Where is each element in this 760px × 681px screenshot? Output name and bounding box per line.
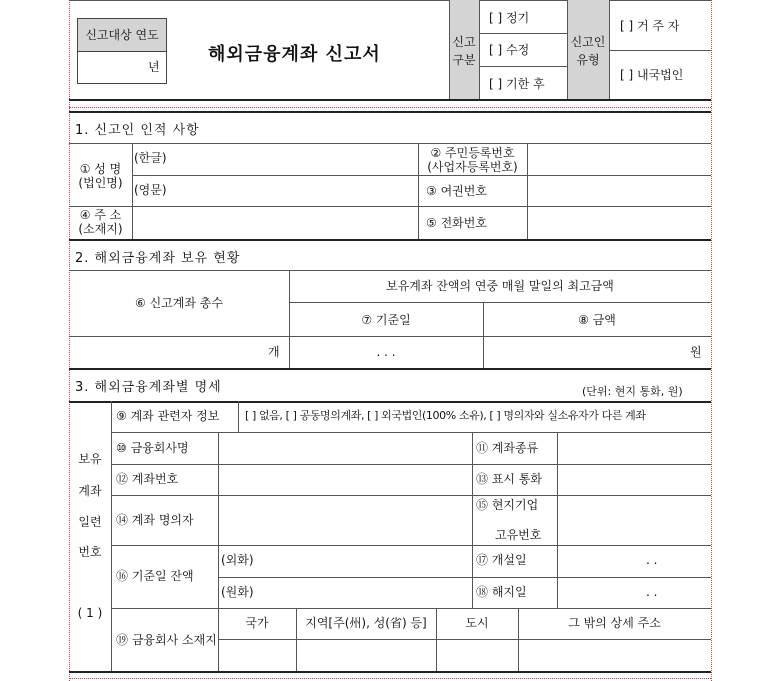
phone-input[interactable] bbox=[528, 208, 710, 238]
id-number-input[interactable] bbox=[528, 145, 710, 174]
local-company-label: ⑮ 현지기업 bbox=[476, 498, 539, 512]
city-label: 도시 bbox=[465, 616, 489, 630]
year-unit: 년 bbox=[148, 60, 160, 74]
account-type-label: ⑪ 계좌종류 bbox=[476, 441, 539, 455]
region-label: 지역[주(州), 성(省) 등] bbox=[305, 616, 427, 630]
holder-info-options[interactable]: [ ] 없음, [ ] 공동명의계좌, [ ] 외국법인(100% 소유), [ ] 명의자와 실소유자가 다른 계좌 bbox=[245, 409, 646, 422]
serial-label-4: 번호 bbox=[78, 545, 102, 559]
account-type-input[interactable] bbox=[558, 434, 710, 463]
base-date-input[interactable]: . . . bbox=[376, 345, 396, 359]
foreign-balance-input[interactable] bbox=[260, 547, 470, 576]
count-unit: 개 bbox=[268, 345, 280, 359]
page-margin-bottom bbox=[69, 678, 711, 679]
address-input[interactable] bbox=[133, 208, 417, 238]
open-date-label: ⑰ 개설일 bbox=[476, 553, 527, 567]
detail-address-label: 그 밖의 상세 주소 bbox=[568, 616, 661, 630]
account-holder-label: ⑭ 계좌 명의자 bbox=[116, 513, 194, 527]
section2-title: 2. 해외금융계좌 보유 현황 bbox=[75, 251, 241, 266]
id-number-label: ② 주민등록번호 bbox=[430, 146, 515, 160]
year-box bbox=[77, 18, 167, 84]
passport-label: ③ 여권번호 bbox=[426, 184, 487, 198]
total-accounts-label: ⑥ 신고계좌 총수 bbox=[135, 296, 223, 310]
phone-label: ⑤ 전화번호 bbox=[426, 216, 487, 230]
serial-label-3: 일련 bbox=[78, 515, 102, 529]
section3-title: 3. 해외금융계좌별 명세 bbox=[75, 380, 222, 395]
section1-title: 1. 신고인 인적 사항 bbox=[75, 123, 200, 138]
report-type-late-checkbox[interactable]: [ ] 기한 후 bbox=[489, 77, 545, 91]
passport-input[interactable] bbox=[528, 177, 710, 205]
id-number-sublabel: (사업자등록번호) bbox=[427, 160, 518, 174]
base-date-label: ⑦ 기준일 bbox=[361, 313, 411, 327]
name-english-label: (영문) bbox=[134, 183, 167, 197]
year-label: 신고대상 연도 bbox=[85, 28, 159, 42]
serial-number: ( 1 ) bbox=[77, 606, 103, 620]
foreign-currency-label: (외화) bbox=[221, 553, 254, 567]
page-margin-top bbox=[69, 107, 711, 108]
report-type-label-2: 구분 bbox=[452, 53, 476, 67]
close-date-label: ⑱ 해지일 bbox=[476, 585, 527, 599]
account-number-input[interactable] bbox=[219, 466, 471, 494]
city-input[interactable] bbox=[437, 641, 517, 670]
open-date-input[interactable]: . . bbox=[646, 553, 658, 567]
name-label: ① 성 명 bbox=[79, 162, 122, 176]
won-balance-input[interactable] bbox=[260, 579, 470, 607]
region-input[interactable] bbox=[297, 641, 435, 670]
institution-label: ⑩ 금융회사명 bbox=[116, 441, 189, 455]
amount-unit: 원 bbox=[690, 345, 702, 359]
reporter-type-corporation-checkbox[interactable]: [ ] 내국법인 bbox=[620, 68, 684, 82]
detail-address-input[interactable] bbox=[519, 641, 710, 670]
country-label: 국가 bbox=[245, 616, 269, 630]
unit-note: (단위: 현지 통화, 원) bbox=[582, 385, 683, 398]
max-balance-label: 보유계좌 잔액의 연중 매월 말일의 최고금액 bbox=[386, 279, 614, 293]
address-sublabel: (소재지) bbox=[78, 222, 123, 236]
base-balance-label: ⑯ 기준일 잔액 bbox=[116, 569, 194, 583]
name-english-input[interactable] bbox=[176, 177, 416, 205]
report-type-header bbox=[449, 0, 479, 99]
name-sublabel: (법인명) bbox=[78, 176, 123, 190]
amount-input[interactable] bbox=[484, 338, 684, 367]
reporter-type-label-2: 유형 bbox=[576, 53, 600, 67]
account-holder-input[interactable] bbox=[219, 497, 471, 544]
amount-label: ⑧ 금액 bbox=[578, 313, 616, 327]
account-number-label: ⑫ 계좌번호 bbox=[116, 472, 179, 486]
name-korean-label: (한글) bbox=[134, 151, 167, 165]
serial-label-1: 보유 bbox=[78, 452, 102, 466]
location-label: ⑲ 금융회사 소재지 bbox=[116, 633, 217, 647]
local-company-sublabel: 고유번호 bbox=[495, 528, 542, 542]
name-korean-input[interactable] bbox=[176, 145, 416, 173]
report-type-amend-checkbox[interactable]: [ ] 수정 bbox=[489, 43, 530, 57]
currency-input[interactable] bbox=[558, 466, 710, 494]
country-input[interactable] bbox=[219, 641, 295, 670]
page-title: 해외금융계좌 신고서 bbox=[208, 44, 381, 65]
serial-label-2: 계좌 bbox=[78, 484, 102, 498]
institution-input[interactable] bbox=[219, 434, 471, 463]
holder-info-label: ⑨ 계좌 관련자 정보 bbox=[116, 409, 220, 423]
reporter-type-resident-checkbox[interactable]: [ ] 거 주 자 bbox=[620, 19, 680, 33]
report-type-regular-checkbox[interactable]: [ ] 정기 bbox=[489, 11, 530, 25]
reporter-type-header bbox=[567, 0, 609, 99]
reporter-type-label-1: 신고인 bbox=[570, 35, 606, 49]
total-accounts-input[interactable] bbox=[70, 338, 266, 367]
page-margin-right bbox=[711, 0, 712, 681]
report-type-label-1: 신고 bbox=[452, 35, 476, 49]
currency-label: ⑬ 표시 통화 bbox=[476, 472, 542, 486]
local-company-input[interactable] bbox=[558, 497, 710, 544]
won-currency-label: (원화) bbox=[221, 585, 254, 599]
close-date-input[interactable]: . . bbox=[646, 585, 658, 599]
address-label: ④ 주 소 bbox=[79, 208, 122, 222]
